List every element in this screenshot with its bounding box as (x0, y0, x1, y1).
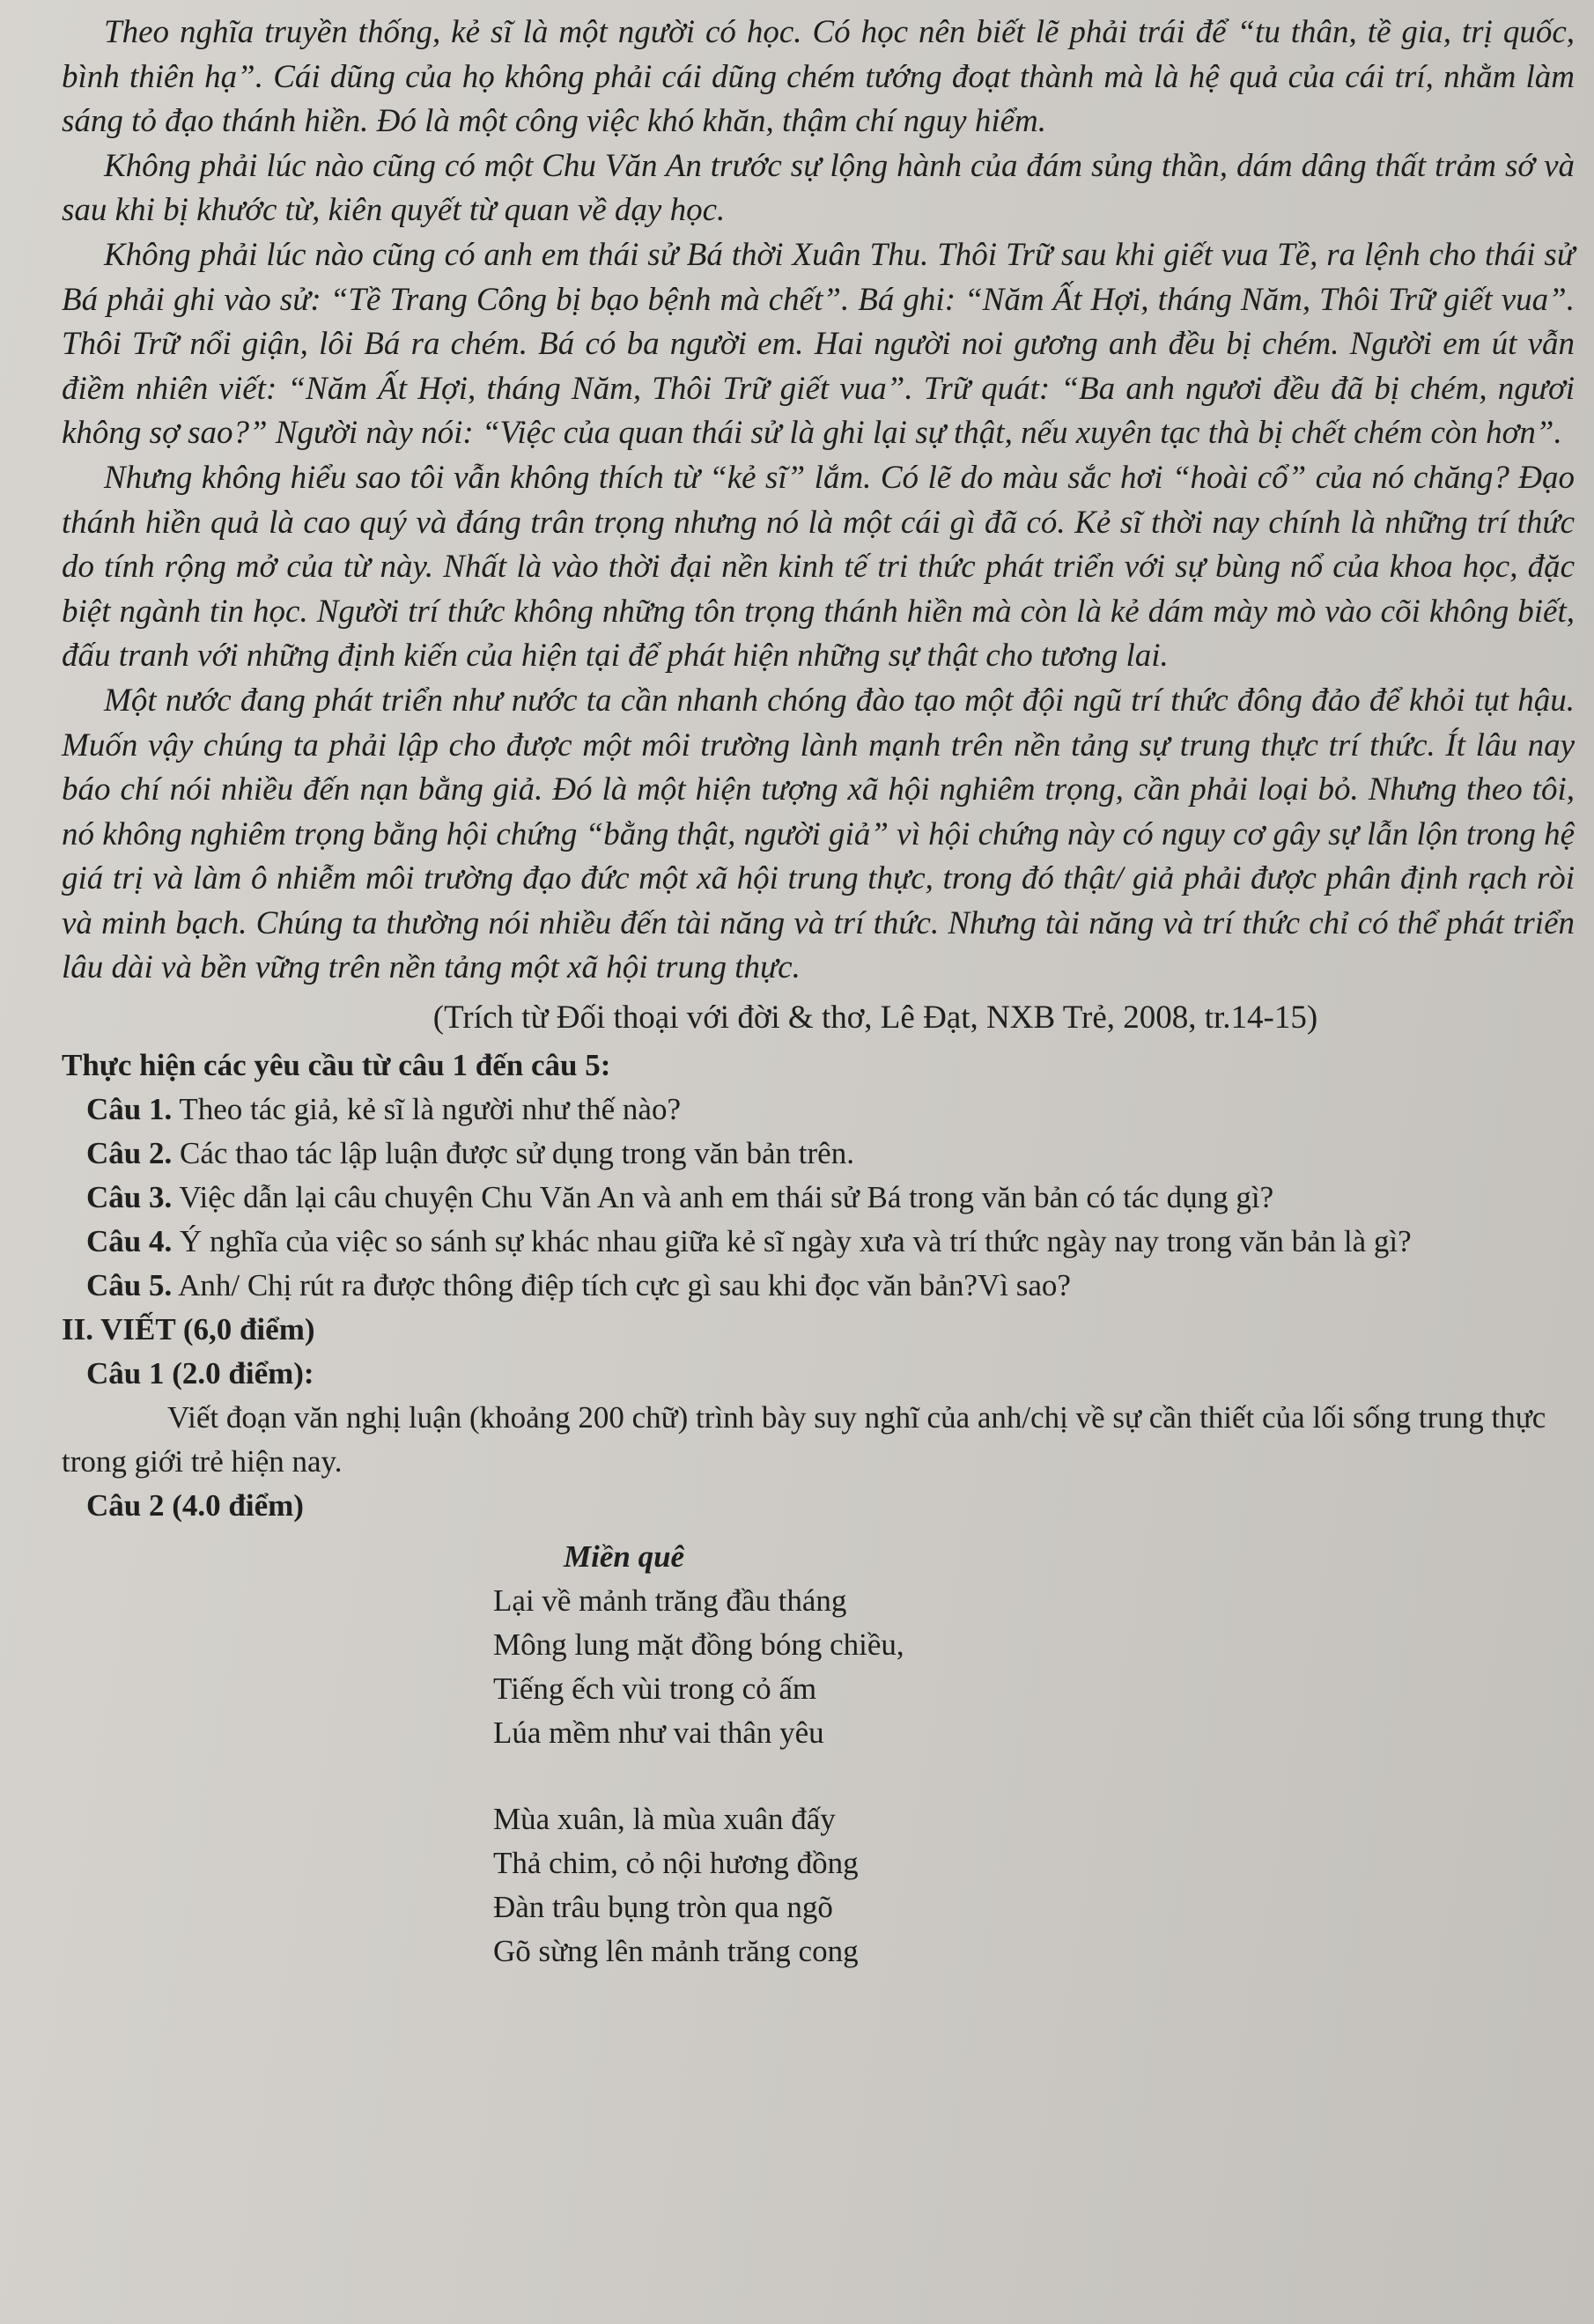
reading-questions (62, 1044, 1575, 1528)
questions-heading: Thực hiện các yêu cầu từ câu 1 đến câu 5: (62, 1048, 611, 1083)
question-label: Câu 5. (86, 1268, 173, 1303)
passage-paragraph-1: Theo nghĩa truyền thống, kẻ sĩ là một người có học. Có học nên biết lẽ phải trái để “tu thân, tề gia, trị quốc, bình thiên hạ”. Cái dũng của họ không phải cái dũng chém tướng đoạt thành mà là hệ quả của cái trí, nhằm làm sáng tỏ đạo thánh hiền. Đó là một công việc khó khăn, thậm chí nguy hiểm. (62, 14, 1575, 140)
passage-paragraph-4: Nhưng không hiểu sao tôi vẫn không thích từ “kẻ sĩ” lắm. Có lẽ do màu sắc hơi “hoài cổ” của nó chăng? Đạo thánh hiền quả là cao quý và đáng trân trọng nhưng nó là một cái gì đã có. Kẻ sĩ thời nay chính là những trí thức do tính rộng mở của từ này. Nhất là vào thời đại nền kinh tế tri thức phát triển với sự bùng nổ của khoa học, đặc biệt ngành tin học. Người trí thức không những tôn trọng thánh hiền mà còn là kẻ dám mày mò vào cõi không biết, đấu tranh với những định kiến của hiện tại để phát hiện những sự thật cho tương lai. (62, 459, 1575, 675)
poem (62, 1535, 1575, 1974)
question-5 (62, 1264, 1575, 1308)
poem-line: Mùa xuân, là mùa xuân đấy (493, 1802, 836, 1837)
question-label: Câu 1. (86, 1092, 173, 1127)
question-text: Việc dẫn lại câu chuyện Chu Văn An và anh em thái sử Bá trong văn bản có tác dụng gì? (172, 1180, 1274, 1215)
question-label: Câu 4. (86, 1224, 173, 1259)
question-text: Theo tác giả, kẻ sĩ là người như thế nào? (172, 1092, 681, 1127)
poem-stanza-2 (432, 1797, 1575, 1974)
poem-line: Tiếng ếch vùi trong cỏ ấm (493, 1671, 817, 1707)
question-text: Anh/ Chị rút ra được thông điệp tích cực gì sau khi đọc văn bản?Vì sao? (172, 1268, 1071, 1303)
question-3 (62, 1176, 1575, 1220)
question-1 (62, 1088, 1575, 1132)
poem-line: Mông lung mặt đồng bóng chiều, (493, 1627, 904, 1663)
poem-stanza-1 (432, 1579, 1575, 1755)
question-2 (62, 1132, 1575, 1176)
question-text: Ý nghĩa của việc so sánh sự khác nhau giữa kẻ sĩ ngày xưa và trí thức ngày nay trong văn bản là gì? (172, 1224, 1412, 1259)
task-1-title: Câu 1 (2.0 điểm): (86, 1356, 314, 1391)
poem-line: Lúa mềm như vai thân yêu (493, 1715, 824, 1751)
question-text: Các thao tác lập luận được sử dụng trong văn bản trên. (172, 1136, 854, 1171)
reading-passage (62, 11, 1575, 991)
poem-line: Đàn trâu bụng tròn qua ngõ (493, 1890, 833, 1925)
passage-paragraph-5: Một nước đang phát triển như nước ta cần nhanh chóng đào tạo một đội ngũ trí thức đông đảo để khỏi tụt hậu. Muốn vậy chúng ta phải lập cho được một môi trường lành mạnh trên nền tảng sự trung thực trí thức. Ít lâu nay báo chí nói nhiều đến nạn bằng giả. Đó là một hiện tượng xã hội nghiêm trọng, cần phải loại bỏ. Nhưng theo tôi, nó không nghiêm trọng bằng hội chứng “bằng thật, người giả” vì hội chứng này có nguy cơ gây sự lẫn lộn trong hệ giá trị và làm ô nhiễm môi trường đạo đức một xã hội trung thực, trong đó thật/ giả phải được phân định rạch ròi và minh bạch. Chúng ta thường nói nhiều đến tài năng và trí thức. Nhưng tài năng và trí thức chỉ có thể phát triển lâu dài và bền vững trên nền tảng một xã hội trung thực. (62, 682, 1575, 986)
section-writing-heading: II. VIẾT (6,0 điểm) (62, 1312, 315, 1347)
poem-line: Thả chim, cỏ nội hương đồng (493, 1846, 859, 1881)
passage-source: (Trích từ Đối thoại với đời & thơ, Lê Đạt, NXB Trẻ, 2008, tr.14-15) (432, 1000, 1318, 1037)
question-4 (62, 1220, 1575, 1264)
task-1-text: Viết đoạn văn nghị luận (khoảng 200 chữ) trình bày suy nghĩ của anh/chị về sự cần thiết của lối sống trung thực trong giới trẻ hiện nay. (62, 1400, 1546, 1479)
passage-paragraph-3: Không phải lúc nào cũng có anh em thái sử Bá thời Xuân Thu. Thôi Trữ sau khi giết vua Tề, ra lệnh cho thái sử Bá phải ghi vào sử: “Tề Trang Công bị bạo bệnh mà chết”. Bá ghi: “Năm Ất Hợi, tháng Năm, Thôi Trữ giết vua”. Thôi Trữ nổi giận, lôi Bá ra chém. Bá có ba người em. Hai người noi gương anh đều bị chém. Người em út vẫn điềm nhiên viết: “Năm Ất Hợi, tháng Năm, Thôi Trữ giết vua”. Trữ quát: “Ba anh ngươi đều đã bị chém, ngươi không sợ sao?” Người này nói: “Việc của quan thái sử là ghi lại sự thật, nếu xuyên tạc thà bị chết chém còn hơn”. (62, 236, 1575, 452)
question-label: Câu 2. (86, 1136, 173, 1171)
question-label: Câu 3. (86, 1180, 173, 1215)
task-2-title: Câu 2 (4.0 điểm) (86, 1488, 304, 1524)
passage-paragraph-2: Không phải lúc nào cũng có một Chu Văn An trước sự lộng hành của đám sủng thần, dám dâng thất trảm sớ và sau khi bị khước từ, kiên quyết từ quan về dạy học. (62, 147, 1575, 229)
poem-title: Miền quê (564, 1539, 685, 1575)
poem-line: Gõ sừng lên mảnh trăng cong (493, 1934, 859, 1969)
poem-line: Lại về mảnh trăng đầu tháng (493, 1583, 847, 1619)
